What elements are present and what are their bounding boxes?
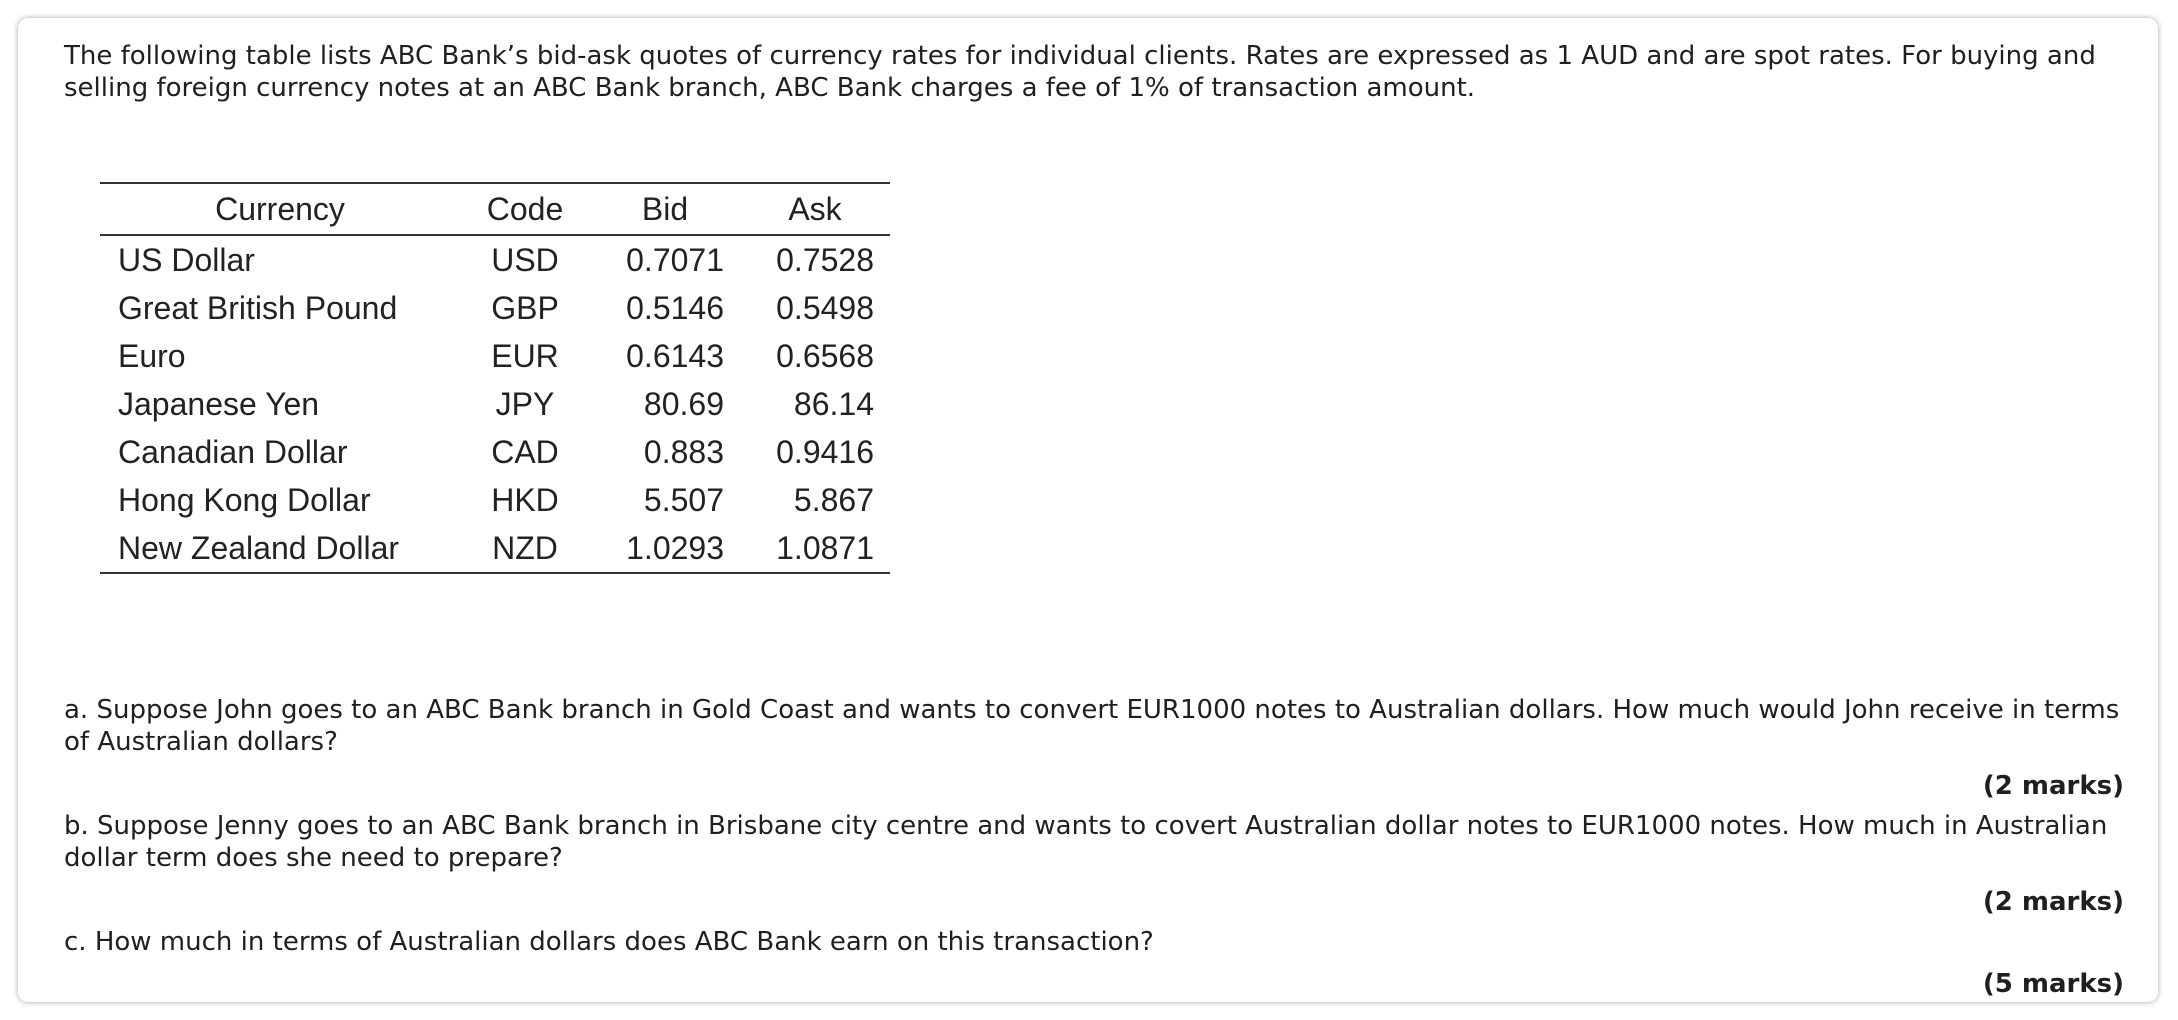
- ask-rate: 1.0871: [776, 529, 874, 566]
- bid-rate: 5.507: [643, 481, 724, 518]
- currency-name: Hong Kong Dollar: [118, 481, 371, 518]
- bid-rate: 0.7071: [626, 241, 724, 278]
- question-c-marks: (5 marks): [1982, 969, 2124, 999]
- table-row: [100, 476, 890, 524]
- currency-name: Great British Pound: [118, 289, 398, 326]
- currency-name: New Zealand Dollar: [118, 529, 400, 566]
- currency-code: JPY: [495, 385, 555, 422]
- ask-rate: 0.7528: [776, 241, 874, 278]
- ask-rate: 0.5498: [776, 289, 874, 326]
- bid-rate: 0.5146: [626, 289, 724, 326]
- currency-name: Canadian Dollar: [118, 433, 348, 470]
- currency-code: HKD: [491, 481, 559, 518]
- intro-paragraph: The following table lists ABC Bank’s bid-ask quotes of currency rates for individual clients. Rates are expressed as 1 AUD and are spot rates. For buying and selling foreign currency notes at an ABC Bank branch, ABC Bank charges a fee of 1% of transaction amount.: [64, 41, 2096, 103]
- question-b: b. Suppose Jenny goes to an ABC Bank branch in Brisbane city centre and wants to covert Australian dollar notes to EUR1000 notes. How much in Australian dollar term does she need to prepare?: [64, 811, 2108, 873]
- bid-rate: 80.69: [643, 385, 724, 422]
- currency-name: Euro: [118, 337, 186, 374]
- table-row: [100, 332, 890, 380]
- currency-rates-table: [100, 182, 890, 574]
- bid-rate: 0.6143: [626, 337, 724, 374]
- bid-rate: 0.883: [643, 433, 724, 470]
- currency-code: GBP: [491, 289, 559, 326]
- currency-code: NZD: [492, 529, 558, 566]
- bid-rate: 1.0293: [626, 529, 724, 566]
- question-card: [18, 18, 2158, 1002]
- table-row: [100, 380, 890, 428]
- currency-name: Japanese Yen: [118, 385, 320, 422]
- question-b-marks: (2 marks): [1982, 887, 2124, 917]
- table-row: [100, 235, 890, 284]
- table-header-row: [100, 183, 890, 235]
- table-row: [100, 524, 890, 573]
- currency-code: EUR: [491, 337, 559, 374]
- ask-rate: 0.6568: [776, 337, 874, 374]
- currency-code: USD: [491, 241, 559, 278]
- table-row: [100, 284, 890, 332]
- header-bid: Bid: [641, 190, 689, 227]
- currency-name: US Dollar: [118, 241, 255, 278]
- header-code: Code: [486, 190, 564, 227]
- table-row: [100, 428, 890, 476]
- question-a-marks: (2 marks): [1982, 771, 2124, 801]
- ask-rate: 5.867: [793, 481, 874, 518]
- question-a: a. Suppose John goes to an ABC Bank branch in Gold Coast and wants to convert EUR1000 notes to Australian dollars. How much would John receive in terms of Australian dollars?: [64, 695, 2120, 757]
- header-ask: Ask: [788, 190, 842, 227]
- currency-code: CAD: [491, 433, 559, 470]
- header-currency: Currency: [215, 190, 345, 227]
- ask-rate: 86.14: [793, 385, 874, 422]
- question-c: c. How much in terms of Australian dollars does ABC Bank earn on this transaction?: [64, 927, 1154, 957]
- ask-rate: 0.9416: [776, 433, 874, 470]
